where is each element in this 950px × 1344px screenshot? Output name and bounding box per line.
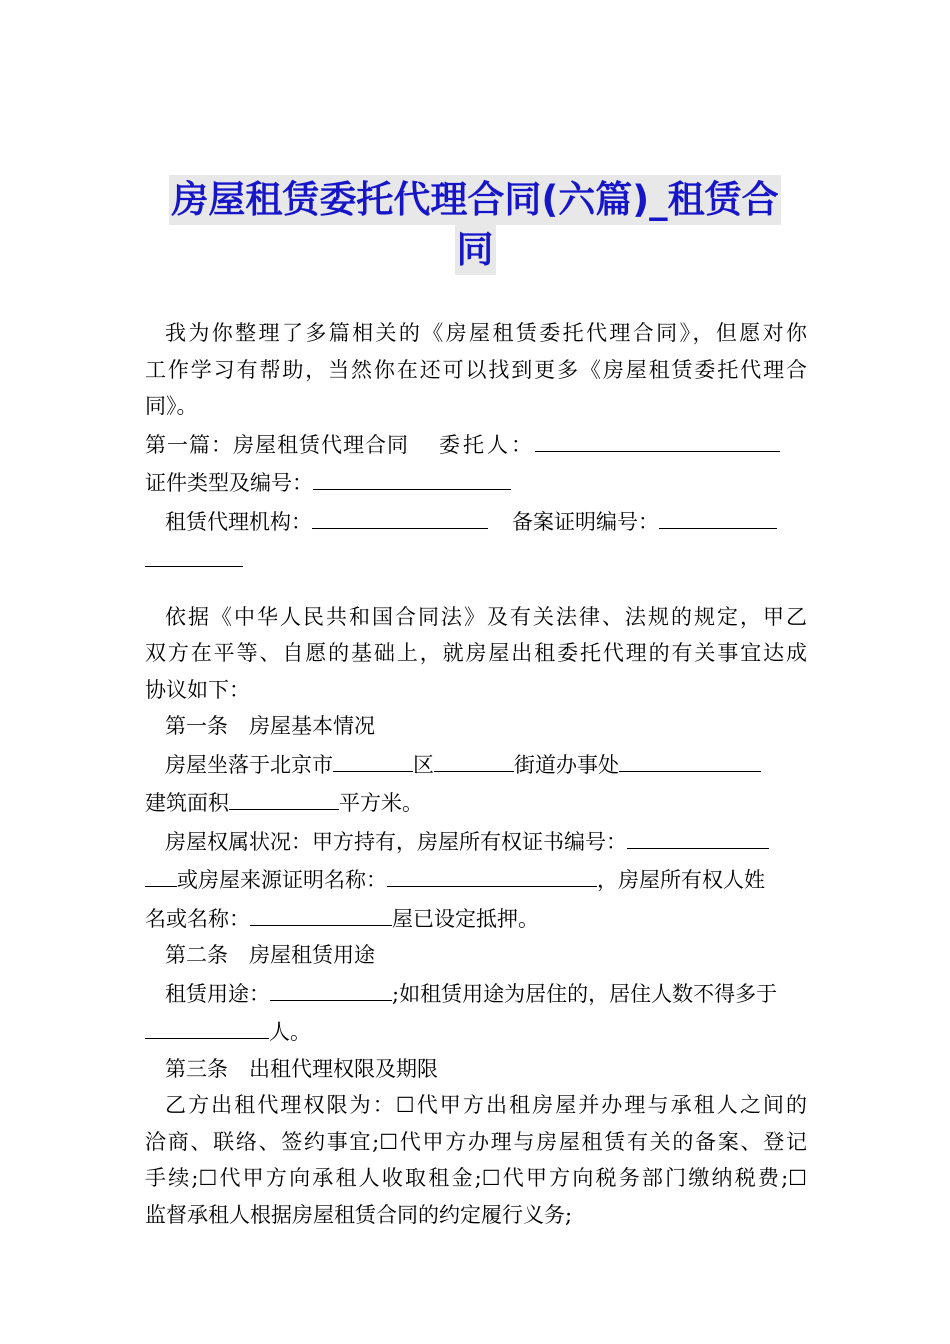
principal-label: 委托人： [439,432,535,457]
area-unit: 平方米。 [339,791,423,815]
area-label: 建筑面积 [145,791,229,815]
intro-line-1: 我为你整理了多篇相关的《房屋租赁委托代理合同》，但愿对你 [165,321,807,345]
document-title [150,175,800,275]
record-blank-2 [145,540,243,567]
persons-label: 人。 [269,1020,311,1044]
source-row [145,860,807,899]
intro-line-3: 同》。 [145,394,198,418]
persons-blank [145,1012,269,1039]
office-blank [619,745,761,772]
ownership-row [145,822,807,861]
owner-label: ，房屋所有权人姓 [597,868,765,892]
use-row [145,974,807,1013]
use-blank [270,974,392,1001]
basis-line-2: 双方在平等、自愿的基础上，就房屋出租委托代理的有关事宜达成 [145,641,807,665]
agency-blank [312,502,488,529]
area-blank [229,783,339,810]
section-label: 第一篇：房屋租赁代理合同 [145,432,409,457]
ownership-blank-2 [145,860,177,887]
record-label: 备案证明编号： [512,509,659,534]
intro-line-2: 工作学习有帮助，当然你在还可以找到更多《房屋租赁委托代理合 [145,357,807,382]
owner-label-2: 名或名称： [145,906,250,931]
owner-blank [250,899,392,926]
article-3-heading: 第三条 出租代理权限及期限 [165,1056,438,1081]
ownership-blank-1 [627,822,769,849]
article-2-heading: 第二条 房屋租赁用途 [165,943,375,967]
principal-row [145,425,807,464]
area-row [145,783,807,822]
id-blank [313,463,511,490]
ownership-label: 房屋权属状况：甲方持有，房屋所有权证书编号： [165,829,627,854]
article-1-heading: 第一条 房屋基本情况 [165,714,375,738]
use-label: 租赁用途： [165,981,270,1006]
article-3-line-3: 手续;☐代甲方向承租人收取租金;☐代甲方向税务部门缴纳税费;☐ [145,1166,807,1190]
location-prefix: 房屋坐落于北京市 [165,752,333,777]
document-body [145,315,807,1233]
basis-line-1: 依据《中华人民共和国合同法》及有关法律、法规的规定，甲乙 [165,604,807,629]
article-3-line-1: 乙方出租代理权限为：☐代甲方出租房屋并办理与承租人之间的 [165,1093,807,1117]
title-line-2: 同 [455,225,496,275]
source-blank [387,860,597,887]
street-office-label: 街道办事处 [514,752,619,777]
district-label: 区 [413,752,434,777]
id-row [145,463,807,502]
agency-label: 租赁代理机构： [165,509,312,534]
owner-row [145,899,807,938]
mortgage-text: 屋已设定抵押。 [392,906,539,931]
record-row-2 [145,540,807,579]
article-3-line-4: 监督承租人根据房屋租赁合同的约定履行义务; [145,1202,573,1227]
district-blank [333,745,413,772]
use-rest: ;如租赁用途为居住的，居住人数不得多于 [392,981,778,1006]
principal-blank [535,425,780,452]
persons-row [145,1012,807,1051]
source-label: 或房屋来源证明名称： [177,868,387,892]
title-line-1: 房屋租赁委托代理合同(六篇)_租赁合 [169,175,780,225]
agency-row [145,502,807,541]
street-blank [434,745,514,772]
basis-line-3: 协议如下： [145,677,250,702]
location-row [145,745,807,784]
id-label: 证件类型及编号： [145,471,313,495]
article-3-line-2: 洽商、联络、签约事宜;☐代甲方办理与房屋租赁有关的备案、登记 [145,1129,807,1154]
record-blank-1 [659,502,777,529]
